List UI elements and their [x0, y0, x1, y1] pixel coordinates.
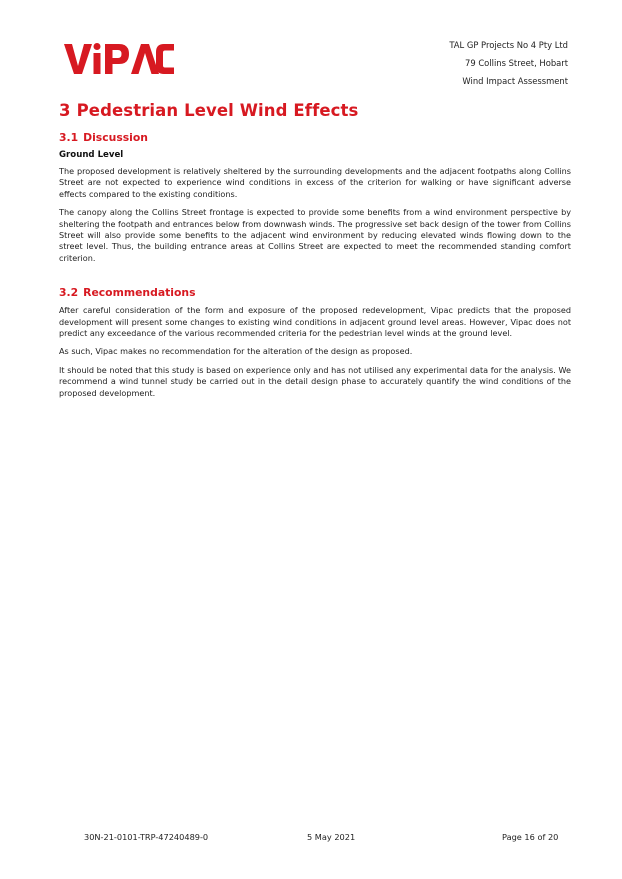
subsection-number: 3.1: [59, 131, 79, 144]
paragraph: After careful consideration of the form and exposure of the proposed redevelopment, Vipac predicts that the proposed development will present some changes to existing wind conditions in adjacent ground level areas. However, Vipac does not predict any exceedance of the various recommended criteria for the pedestrian level winds at the ground level.: [59, 305, 571, 339]
section-number: 3: [59, 101, 71, 120]
paragraph: The proposed development is relatively sheltered by the surrounding developments and the adjacent footpaths along Collins Street are not expected to experience wind conditions in excess of the criterion for walking or have significant adverse effects compared to the existing conditions.: [59, 166, 571, 199]
vipac-logo: [64, 42, 174, 76]
subsection-number: 3.2: [59, 286, 79, 300]
paragraph: The canopy along the Collins Street frontage is expected to provide some benefits from a wind environment perspective by sheltering the footpath and entrances below from downwash winds. The progressive set back design of the tower from Collins Street will also provide some benefits to the adjacent wind environment by reducing elevated winds flowing down to the street level. Thus, the building entrance areas at Collins Street are expected to meet the recommended standing comfort criterion.: [59, 207, 571, 263]
header-address: 79 Collins Street, Hobart: [465, 58, 568, 68]
page-body: [59, 101, 571, 406]
section-title: Pedestrian Level Wind Effects: [76, 101, 359, 120]
footer-date: 5 May 2021: [307, 832, 356, 842]
footer-document-id: 30N-21-0101-TRP-47240489-0: [84, 832, 209, 842]
subsection-heading-discussion: [59, 131, 571, 144]
paragraph: It should be noted that this study is based on experience only and has not utilised any experimental data for the analysis. We recommend a wind tunnel study be carried out in the detail design phase to accurately quantify the wind conditions of the proposed development.: [59, 364, 571, 398]
footer-page-number: Page 16 of 20: [502, 832, 559, 842]
header-client: TAL GP Projects No 4 Pty Ltd: [449, 40, 568, 50]
subsection-title: Discussion: [83, 131, 148, 144]
subheading-ground-level: Ground Level: [59, 150, 124, 160]
subsection-title: Recommendations: [83, 286, 196, 300]
paragraph: As such, Vipac makes no recommendation for the alteration of the design as proposed.: [59, 346, 413, 357]
header-report-type: Wind Impact Assessment: [462, 76, 568, 86]
subsection-heading-recommendations: [59, 286, 571, 299]
section-heading: [59, 101, 571, 120]
document-header: [449, 36, 568, 90]
